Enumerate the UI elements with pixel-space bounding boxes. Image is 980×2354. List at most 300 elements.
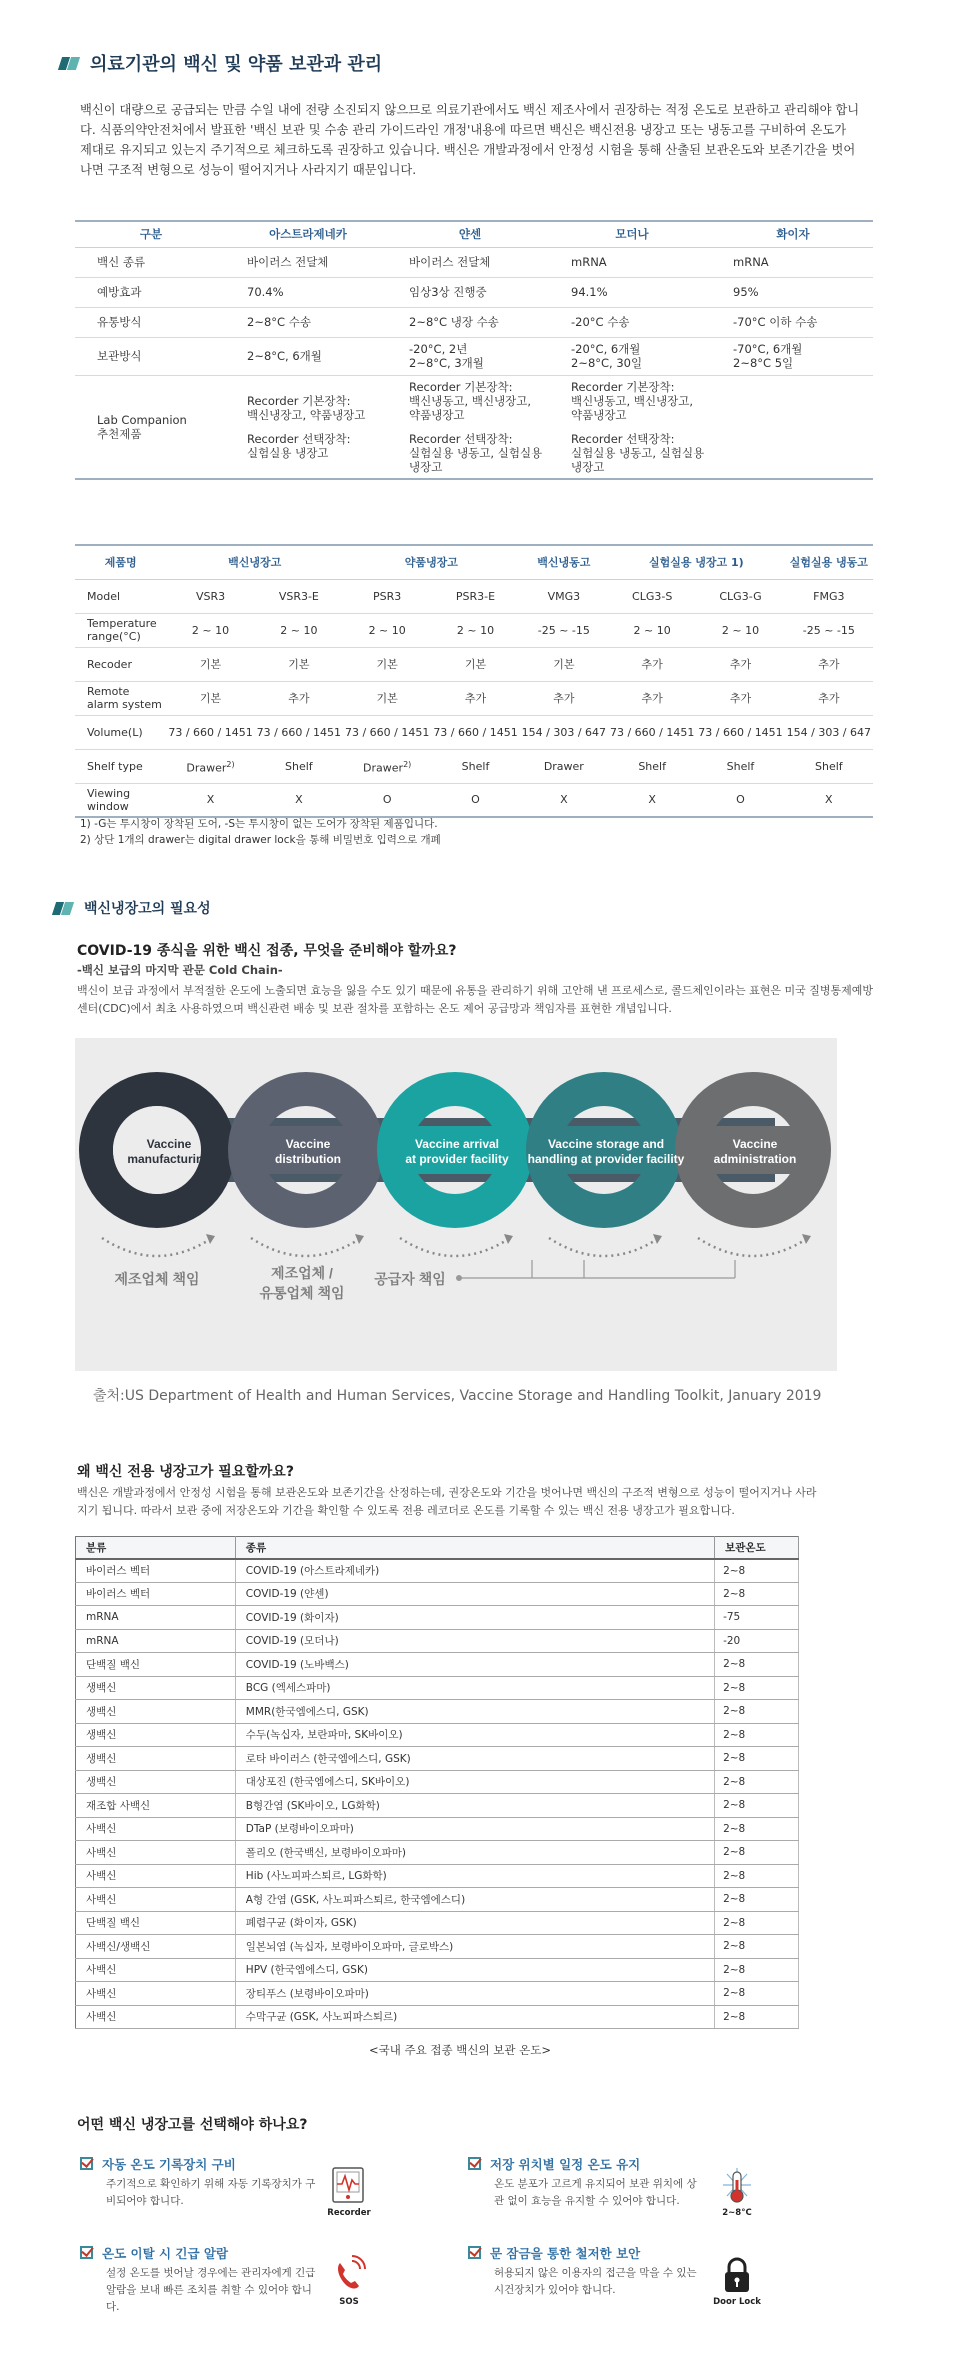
table-header: 제품명 xyxy=(75,545,166,579)
table-header: 실험실용 냉장고 1) xyxy=(608,545,785,579)
row-label xyxy=(75,307,227,337)
table-cell xyxy=(343,579,431,613)
feature-title: 저장 위치별 일정 온도 유지 xyxy=(490,2157,641,2172)
flow-arc xyxy=(400,1238,510,1256)
table-cell: 2~8 xyxy=(715,1582,799,1606)
table-cell xyxy=(255,681,343,715)
table-cell: 바이러스 벡터 xyxy=(76,1582,236,1606)
table-row xyxy=(75,613,873,647)
cell-text: 기본 xyxy=(376,691,398,705)
table-cell: 수두(녹십자, 보란파마, SK바이오) xyxy=(235,1723,714,1747)
sos-phone-icon xyxy=(324,2255,374,2307)
table-header: 실험실용 냉동고 xyxy=(785,545,873,579)
section-mark-icon xyxy=(58,56,80,70)
table-cell xyxy=(608,579,696,613)
flow-arc xyxy=(102,1238,212,1256)
cell-text: VSR3 xyxy=(195,589,226,603)
table-cell xyxy=(431,647,519,681)
table-cell xyxy=(431,749,519,783)
table-cell: COVID-19 (화이자) xyxy=(235,1606,714,1630)
cell-text: Shelf xyxy=(815,759,843,773)
cell-text: Volume(L) xyxy=(87,725,143,739)
icon-label: Door Lock xyxy=(713,2297,761,2307)
table-header: 약품냉장고 xyxy=(343,545,520,579)
table-header: 종류 xyxy=(235,1537,714,1559)
cell-text: Recorder 선택장착: 실험실용 냉장고 xyxy=(247,431,351,460)
cell-text: 2 ~ 10 xyxy=(456,623,495,637)
table-cell xyxy=(166,647,254,681)
table-cell: 2~8 xyxy=(715,1653,799,1677)
cell-text: Recorder 기본장착: 백신냉장고, 약품냉장고 xyxy=(247,393,366,422)
table-cell xyxy=(255,647,343,681)
table-cell xyxy=(608,613,696,647)
cell-text: X xyxy=(648,793,656,807)
table-header: 보관온도 xyxy=(715,1537,799,1559)
table-cell xyxy=(431,613,519,647)
row-label xyxy=(75,277,227,307)
table-cell xyxy=(166,613,254,647)
cell-text: -70°C, 6개월 2~8°C 5일 xyxy=(733,342,803,370)
stage-label: Vaccine storage and xyxy=(547,1137,665,1151)
table-cell xyxy=(520,579,608,613)
table-row xyxy=(76,1770,799,1794)
cell-text: 보관방식 xyxy=(97,349,142,363)
table-header: 구분 xyxy=(75,221,227,247)
question-heading: 왜 백신 전용 냉장고가 필요할까요? xyxy=(77,1464,294,1480)
checkbox-icon xyxy=(80,2157,93,2170)
flow-arc xyxy=(251,1238,361,1256)
table-cell xyxy=(713,337,873,375)
stage-label: administration xyxy=(713,1152,797,1166)
cold-chain-diagram xyxy=(75,1038,837,1371)
cold-chain-graphic xyxy=(75,1038,837,1371)
row-label xyxy=(75,681,166,715)
stage-label: Vaccine xyxy=(732,1137,778,1151)
table-header: 백신냉장고 xyxy=(166,545,343,579)
table-cell xyxy=(343,715,431,749)
cell-text: -20°C, 2년 2~8°C, 3개월 xyxy=(409,342,484,370)
table-cell: 2~8 xyxy=(715,1864,799,1888)
checkbox-icon xyxy=(468,2157,481,2170)
section-mark-icon xyxy=(52,901,74,915)
table-cell: 단백질 백신 xyxy=(76,1653,236,1677)
stage-label: Vaccine arrival xyxy=(414,1137,500,1151)
cell-text: -70°C 이하 수송 xyxy=(733,315,818,329)
feature-item xyxy=(468,2245,768,2309)
row-label xyxy=(75,783,166,817)
table-row xyxy=(75,681,873,715)
cell-text: PSR3 xyxy=(373,589,402,603)
table-cell: 사백신/생백신 xyxy=(76,1935,236,1959)
table-cell: 사백신 xyxy=(76,1841,236,1865)
table-row xyxy=(75,307,873,337)
table-header: 화이자 xyxy=(713,221,873,247)
footnote: 1) -G는 투시창이 장착된 도어, -S는 투시창이 없는 도어가 장착된 제품입니다. xyxy=(80,818,438,830)
table-row xyxy=(75,579,873,613)
table-cell: 2~8 xyxy=(715,1794,799,1818)
cell-text: -25 ~ -15 xyxy=(537,623,590,637)
cell-text: 94.1% xyxy=(571,285,608,299)
cell-text: 임상3상 진행중 xyxy=(409,285,487,299)
table-row xyxy=(76,2005,799,2029)
table-cell xyxy=(520,715,608,749)
cell-text: 기본 xyxy=(288,657,310,671)
icon-label: 2~8°C xyxy=(722,2208,752,2218)
footnote-mark: 2) xyxy=(226,759,235,769)
table-cell xyxy=(713,277,873,307)
table-cell: 바이러스 벡터 xyxy=(76,1559,236,1583)
cell-text: 기본 xyxy=(199,657,222,671)
flow-arrow-icon xyxy=(355,1234,364,1244)
cell-text: 바이러스 전달체 xyxy=(247,255,329,269)
table-cell: 2~8 xyxy=(715,2005,799,2029)
table-cell: 생백신 xyxy=(76,1676,236,1700)
question-heading: 어떤 백신 냉장고를 선택해야 하나요? xyxy=(77,2117,308,2133)
table-cell xyxy=(255,749,343,783)
row-label xyxy=(75,647,166,681)
table-cell xyxy=(343,681,431,715)
table-row xyxy=(75,247,873,277)
table-cell: 사백신 xyxy=(76,1817,236,1841)
cell-text: Drawer xyxy=(186,761,227,775)
cell-text: Shelf xyxy=(461,759,490,773)
table-cell xyxy=(551,277,713,307)
stage-label: manufacturing xyxy=(127,1152,211,1166)
table-cell: COVID-19 (노바백스) xyxy=(235,1653,714,1677)
table-cell xyxy=(255,613,343,647)
cell-text: -25 ~ -15 xyxy=(802,623,855,637)
cell-text: FMG3 xyxy=(813,589,845,603)
table-cell xyxy=(696,681,784,715)
cell-text: 기본 xyxy=(376,657,398,671)
intro-paragraph: 백신이 대량으로 공급되는 만큼 수일 내에 전량 소진되지 않으므로 의료기관에서도 백신 제조사에서 권장하는 적정 온도로 보관하고 관리해야 합니다. 식품의약안전처에서 발표한 '백신 보관 및 수송 관리 가이드라인 개정'내용에 따르면 백신은 백신전용 냉장고 또는 냉동고를 구비하여 온도가 제대로 유지되고 있는지 주기적으로 체크하도록 권장하고 있습니다. 백신은 개발과정에서 안정성 시험을 통해 산출된 보관온도와 보존기간을 벗어나면 구조적 변형으로 성능이 떨어지거나 사라지기 때문입니다. xyxy=(80,103,860,177)
table-row xyxy=(76,1841,799,1865)
table-cell xyxy=(166,579,254,613)
cell-text: 추가 xyxy=(818,657,840,671)
table-cell xyxy=(785,715,873,749)
row-label xyxy=(75,337,227,375)
table-cell: 생백신 xyxy=(76,1700,236,1724)
feature-desc: 설정 온도를 벗어날 경우에는 관리자에게 긴급 알람을 보내 빠른 조치를 취할 수 있어야 합니다. xyxy=(106,2267,316,2313)
table-cell xyxy=(227,375,389,479)
table-cell xyxy=(389,307,551,337)
row-label xyxy=(75,247,227,277)
table-cell xyxy=(551,375,713,479)
cell-text: Recorder 선택장착: 실험실용 냉동고, 실험실용 냉장고 xyxy=(409,431,543,474)
table-cell xyxy=(255,783,343,817)
table-cell xyxy=(696,647,784,681)
table-cell: 재조합 사백신 xyxy=(76,1794,236,1818)
cell-text: 추가 xyxy=(288,691,310,705)
table-cell xyxy=(227,277,389,307)
feature-desc: 주기적으로 확인하기 위해 자동 기록장치가 구비되어야 합니다. xyxy=(106,2178,316,2207)
table-cell xyxy=(343,613,431,647)
recorder-icon xyxy=(324,2166,374,2218)
table-cell: 대상포진 (한국엠에스디, SK바이오) xyxy=(235,1770,714,1794)
row-label xyxy=(75,579,166,613)
table-cell xyxy=(551,247,713,277)
cell-text: 기본 xyxy=(199,691,222,705)
cell-text: Remote alarm system xyxy=(87,685,162,711)
table-cell xyxy=(696,613,784,647)
table-cell: 2~8 xyxy=(715,1770,799,1794)
row-label xyxy=(75,749,166,783)
table-header: 백신냉동고 xyxy=(520,545,608,579)
table-cell xyxy=(520,749,608,783)
table-cell: 사백신 xyxy=(76,1958,236,1982)
feature-desc: 허용되지 않은 이용자의 접근을 막을 수 있는 시건장치가 있어야 합니다. xyxy=(494,2267,697,2296)
row-label xyxy=(75,715,166,749)
table-cell xyxy=(389,277,551,307)
cell-text: Shelf xyxy=(638,759,666,773)
cell-text: 2 ~ 10 xyxy=(721,623,760,637)
footnote-mark: 2) xyxy=(403,759,412,769)
row-label xyxy=(75,613,166,647)
table-row xyxy=(76,1582,799,1606)
cell-text: 추가 xyxy=(729,657,752,671)
table-row xyxy=(76,1935,799,1959)
table-cell xyxy=(520,647,608,681)
cell-text: X xyxy=(560,793,568,807)
cell-text: -20°C, 6개월 2~8°C, 30일 xyxy=(571,342,643,370)
table-cell xyxy=(785,681,873,715)
table-cell xyxy=(343,749,431,783)
table-header: 얀센 xyxy=(389,221,551,247)
cold-chain-section xyxy=(0,898,980,1015)
table-row xyxy=(76,1747,799,1771)
table-row xyxy=(76,1723,799,1747)
table-cell xyxy=(227,307,389,337)
cell-text: 기본 xyxy=(464,657,487,671)
table-cell xyxy=(713,307,873,337)
product-table xyxy=(75,544,873,818)
table-row xyxy=(75,277,873,307)
cell-text: CLG3-S xyxy=(632,589,673,603)
cell-text: 추가 xyxy=(729,691,752,705)
table-cell xyxy=(389,375,551,479)
table-cell xyxy=(520,613,608,647)
table-cell: HPV (한국엠에스디, GSK) xyxy=(235,1958,714,1982)
table-row xyxy=(75,749,873,783)
table-cell xyxy=(166,681,254,715)
table-cell: -75 xyxy=(715,1606,799,1630)
table-row xyxy=(76,1888,799,1912)
table-cell: 사백신 xyxy=(76,1864,236,1888)
cell-text: 73 / 660 / 1451 xyxy=(698,725,783,739)
table-cell: COVID-19 (모더나) xyxy=(235,1629,714,1653)
feature-title: 문 잠금을 통한 철저한 보안 xyxy=(490,2246,641,2261)
cell-text: Shelf type xyxy=(87,759,143,773)
section-heading: 백신냉장고의 필요성 xyxy=(84,901,211,917)
table-cell: 폴리오 (한국백신, 보령바이오파마) xyxy=(235,1841,714,1865)
table-cell: 2~8 xyxy=(715,1888,799,1912)
cell-text: O xyxy=(736,793,745,807)
cell-text: 2~8°C 냉장 수송 xyxy=(409,315,499,329)
table-cell xyxy=(608,715,696,749)
cell-text: 73 / 660 / 1451 xyxy=(168,725,253,739)
flow-arrow-icon xyxy=(504,1234,513,1244)
stage-label: handling at provider facility xyxy=(527,1152,685,1166)
table-cell xyxy=(431,783,519,817)
feature-title: 온도 이탈 시 긴급 알람 xyxy=(102,2246,229,2261)
question-subtitle: -백신 보급의 마지막 관문 Cold Chain- xyxy=(77,963,283,977)
cell-text: 2 ~ 10 xyxy=(191,623,230,637)
table-cell: 사백신 xyxy=(76,2005,236,2029)
table-cell xyxy=(608,647,696,681)
cell-text: 2~8°C, 6개월 xyxy=(247,349,322,363)
table-cell: 2~8 xyxy=(715,1841,799,1865)
feature-item xyxy=(80,2156,380,2220)
table-cell xyxy=(696,715,784,749)
table-cell: B형간염 (SK바이오, LG화학) xyxy=(235,1794,714,1818)
table-cell: 일본뇌염 (녹십자, 보령바이오파마, 글로박스) xyxy=(235,1935,714,1959)
cell-text: X xyxy=(206,793,215,807)
table-cell xyxy=(608,749,696,783)
table-cell xyxy=(520,681,608,715)
table-cell: 단백질 백신 xyxy=(76,1911,236,1935)
cell-text: Temperature range(°C) xyxy=(87,617,157,643)
cell-text: 유통방식 xyxy=(97,315,142,329)
cell-text: 백신 종류 xyxy=(97,255,146,269)
table-cell: COVID-19 (얀센) xyxy=(235,1582,714,1606)
row-label xyxy=(75,375,227,479)
cell-text: 73 / 660 / 1451 xyxy=(609,725,695,739)
stage-label: at provider facility xyxy=(405,1152,509,1166)
cell-text: mRNA xyxy=(571,255,607,269)
cell-text: 2 ~ 10 xyxy=(280,623,318,637)
checkbox-icon xyxy=(80,2246,93,2259)
cell-text: CLG3-G xyxy=(719,589,762,603)
table-cell: -20 xyxy=(715,1629,799,1653)
cell-text: Drawer xyxy=(363,761,404,775)
table-cell xyxy=(551,307,713,337)
table-cell: 2~8 xyxy=(715,1559,799,1583)
table-row xyxy=(76,1982,799,2006)
table-cell xyxy=(520,783,608,817)
cell-text: mRNA xyxy=(733,255,769,269)
table-cell xyxy=(713,375,873,479)
cell-text: X xyxy=(825,793,833,807)
table-row xyxy=(75,647,873,681)
table-cell: COVID-19 (아스트라제네카) xyxy=(235,1559,714,1583)
table-cell xyxy=(227,247,389,277)
connector-dot xyxy=(456,1275,462,1281)
section-title xyxy=(58,50,980,76)
cell-text: Recorder 기본장착: 백신냉동고, 백신냉장고, 약품냉장고 xyxy=(571,379,694,422)
icon-label: Recorder xyxy=(327,2208,371,2218)
storage-temperature-table xyxy=(75,1536,799,2029)
responsibility-label: 제조업체 책임 xyxy=(114,1271,200,1287)
table-row xyxy=(76,1864,799,1888)
lock-icon xyxy=(712,2255,762,2307)
flow-arrow-icon xyxy=(206,1234,215,1244)
table-cell: 2~8 xyxy=(715,1747,799,1771)
cell-text: 추가 xyxy=(464,691,487,705)
table-row xyxy=(76,1794,799,1818)
cell-text: 2 ~ 10 xyxy=(633,623,671,637)
responsibility-label: 공급자 책임 xyxy=(374,1271,446,1287)
icon-label: SOS xyxy=(339,2297,359,2307)
table-cell xyxy=(696,749,784,783)
table-cell xyxy=(785,783,873,817)
flow-arc xyxy=(549,1238,659,1256)
cell-text: 예방효과 xyxy=(97,285,142,299)
table-cell xyxy=(713,247,873,277)
stage-label: Vaccine xyxy=(146,1137,192,1151)
table-row xyxy=(75,337,873,375)
table-cell xyxy=(785,749,873,783)
cell-text: Viewing window xyxy=(87,786,131,813)
table-cell: 2~8 xyxy=(715,1982,799,2006)
cell-text: 바이러스 전달체 xyxy=(409,255,491,269)
table-cell xyxy=(431,715,519,749)
table-row xyxy=(76,1700,799,1724)
cell-text: 73 / 660 / 1451 xyxy=(344,725,430,739)
flow-arrow-icon xyxy=(802,1234,811,1244)
feature-desc: 온도 분포가 고르게 유지되어 보관 위치에 상관 없이 효능을 유지할 수 있어야 합니다. xyxy=(494,2178,697,2207)
table-cell: 2~8 xyxy=(715,1817,799,1841)
table-cell: 생백신 xyxy=(76,1770,236,1794)
cell-text: Model xyxy=(87,589,121,603)
cell-text: 추가 xyxy=(818,691,840,705)
feature-item xyxy=(468,2156,768,2220)
cell-text: 2~8°C 수송 xyxy=(247,315,311,329)
table-cell: 폐렴구균 (화이자, GSK) xyxy=(235,1911,714,1935)
section-title xyxy=(52,898,980,918)
cell-text: Shelf xyxy=(726,759,755,773)
table-cell xyxy=(785,613,873,647)
table-cell xyxy=(166,749,254,783)
table-row xyxy=(76,1559,799,1583)
table-cell: 사백신 xyxy=(76,1982,236,2006)
footnotes xyxy=(80,816,441,848)
table-row xyxy=(76,1817,799,1841)
cell-text: 95% xyxy=(733,285,759,299)
table-cell: 2~8 xyxy=(715,1700,799,1724)
table-cell xyxy=(696,783,784,817)
feature-title: 자동 온도 기록장치 구비 xyxy=(102,2157,236,2172)
table-cell: MMR(한국엠에스디, GSK) xyxy=(235,1700,714,1724)
table-cell: 생백신 xyxy=(76,1723,236,1747)
table-cell xyxy=(608,681,696,715)
cell-text: VSR3-E xyxy=(278,589,319,603)
cell-text: X xyxy=(295,793,303,807)
flow-arrow-icon xyxy=(653,1234,662,1244)
table-header: 분류 xyxy=(76,1537,236,1559)
question-heading: COVID-19 종식을 위한 백신 접종, 무엇을 준비해야 할까요? xyxy=(77,943,457,959)
table-cell: BCG (엑세스파마) xyxy=(235,1676,714,1700)
stage-label: distribution xyxy=(275,1152,341,1166)
table-cell xyxy=(255,579,343,613)
table-row xyxy=(76,1629,799,1653)
flow-arc xyxy=(698,1238,808,1256)
cell-text: Recorder 선택장착: 실험실용 냉동고, 실험실용 냉장고 xyxy=(571,431,705,474)
section-heading: 의료기관의 백신 및 약품 보관과 관리 xyxy=(90,54,383,75)
cell-text: VMG3 xyxy=(547,589,581,603)
table-row xyxy=(76,1653,799,1677)
cell-text: Recoder xyxy=(87,657,132,671)
cell-text: Lab Companion 추천제품 xyxy=(97,412,187,441)
table-cell xyxy=(166,783,254,817)
table-cell: 2~8 xyxy=(715,1911,799,1935)
table-row xyxy=(75,375,873,479)
table-cell: 장티푸스 (보령바이오파마) xyxy=(235,1982,714,2006)
cell-text: Recorder 기본장착: 백신냉동고, 백신냉장고, 약품냉장고 xyxy=(409,379,532,422)
table-cell xyxy=(343,783,431,817)
cell-text: 70.4% xyxy=(247,285,284,299)
table-cell xyxy=(255,715,343,749)
cell-text: -20°C 수송 xyxy=(571,315,630,329)
